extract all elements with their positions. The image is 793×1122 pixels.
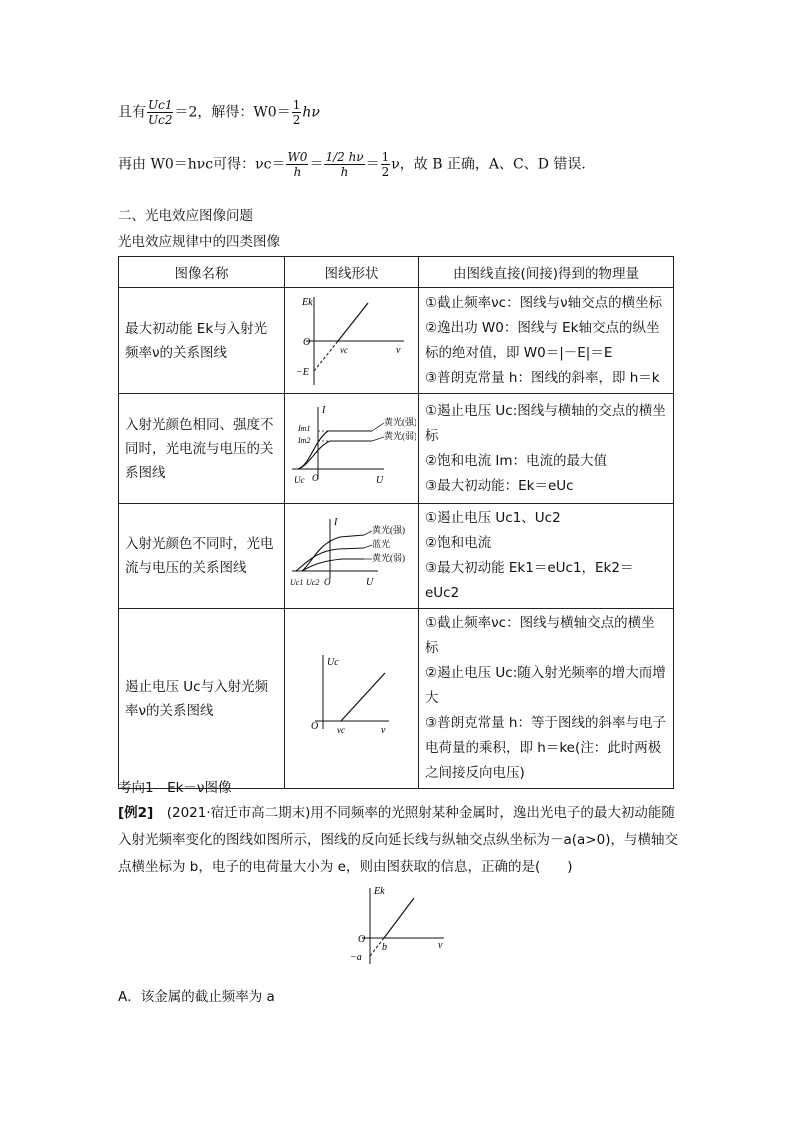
x-intercept-label: νc	[339, 344, 348, 355]
example-text: (2021·宿迁市高二期末)用不同频率的光照射某种金属时，逸出光电子的最大初动能随入射光频率变化的图线如图所示，图线的反向延长线与纵轴交点纵坐标为－a(a>0)，与横轴交点横坐标为 b，电子的电荷量大小为 e，则由图获取的信息，正确的是( )	[118, 805, 678, 875]
uc-v-graph	[297, 647, 407, 747]
origin-label: O	[311, 472, 318, 483]
quantity-item: ①截止频率νc：图线与ν轴交点的横坐标	[425, 294, 663, 311]
uc1-label: Uc1	[289, 578, 303, 587]
fraction-numerator: Uc1	[148, 98, 173, 112]
table-row	[119, 609, 674, 789]
fraction-numerator: 1	[292, 98, 301, 112]
option-a: A．该金属的截止频率为 a	[118, 989, 275, 1005]
i-u-intensity-graph	[288, 399, 416, 495]
row-quantities	[419, 504, 674, 609]
header-shape: 图线形状	[285, 257, 419, 288]
example-paragraph	[118, 800, 678, 881]
axis-label-x: U	[365, 577, 373, 588]
row-name: 入射光颜色不同时，光电流与电压的关系图线	[119, 504, 285, 609]
fraction-w0-h	[286, 150, 308, 179]
curve-label: 黄光(强)	[383, 416, 416, 427]
ek-v-graph	[292, 289, 412, 389]
row-name: 最大初动能 Ek与入射光频率ν的关系图线	[119, 288, 285, 394]
origin-label: O	[310, 720, 318, 732]
curve-label: 黄光(强)	[371, 525, 405, 535]
fraction-half	[292, 98, 302, 127]
row-quantities	[419, 394, 674, 504]
intro-line-2	[118, 150, 595, 179]
quantity-item: ③最大初动能 Ek1＝eUc1，Ek2＝eUc2	[425, 560, 634, 601]
axis-label-x: ν	[438, 940, 443, 951]
curve-label: 蓝光	[371, 539, 390, 549]
origin-label: O	[302, 336, 310, 348]
quantity-item: ①遏止电压 Uc1、Uc2	[425, 510, 561, 526]
curve-label: 黄光(弱)	[383, 430, 416, 441]
quantity-item: ③普朗克常量 h：图线的斜率，即 h＝k	[425, 369, 660, 386]
quantity-item: ②饱和电流 Im：电流的最大值	[425, 452, 608, 469]
axis-label-y: I	[333, 517, 337, 528]
axis-label-y: Ek	[301, 296, 313, 308]
im1-label: Im1	[297, 423, 310, 433]
i-u-color-graph	[288, 515, 416, 593]
table-header-row	[119, 257, 674, 288]
fraction-denominator: 2	[292, 113, 301, 127]
table-row	[119, 288, 674, 394]
quantity-item: ③最大初动能：Ek＝eUc	[425, 477, 574, 494]
x-intercept-label: Uc	[293, 474, 304, 485]
x-intercept-label: νc	[336, 724, 345, 735]
y-intercept-label: −E	[295, 366, 309, 378]
example-ek-v-graph	[348, 882, 452, 968]
intro-mid: ＝2，解得：W0＝	[174, 104, 291, 121]
table-subtitle: 光电效应规律中的四类图像	[118, 234, 280, 250]
intro2-prefix: 再由 W0＝hνc可得：νc＝	[118, 156, 286, 173]
equals-sign: ＝	[365, 156, 380, 173]
curve-label: 黄光(弱)	[371, 553, 405, 563]
row-graph	[285, 504, 419, 609]
kaoxiang-heading: 考向1 Ek－ν图像	[118, 780, 232, 796]
im2-label: Im2	[297, 435, 310, 445]
section-title: 二、光电效应图像问题	[118, 208, 253, 224]
intro-tail: hν	[302, 104, 320, 121]
fraction-uc	[147, 98, 173, 127]
quantity-item: ②遏止电压 Uc:随入射光频率的增大而增大	[425, 665, 666, 706]
fraction-numerator: W0	[287, 150, 308, 164]
header-quantity: 由图线直接(间接)得到的物理量	[419, 257, 674, 288]
fraction-half-hv-h	[324, 150, 364, 179]
fraction-denominator: h	[340, 165, 349, 179]
row-name: 入射光颜色相同、强度不同时，光电流与电压的关系图线	[119, 394, 285, 504]
row-graph	[285, 609, 419, 789]
equals-sign: ＝	[309, 156, 324, 173]
y-intercept-label: −a	[350, 952, 362, 963]
axis-label-x: ν	[395, 344, 400, 356]
axis-label-x: ν	[380, 724, 385, 736]
axis-label-y: Ek	[374, 886, 385, 897]
intro-prefix: 且有	[118, 104, 146, 121]
quantity-item: ②逸出功 W0：图线与 Ek轴交点的纵坐标的绝对值，即 W0＝|－E|＝E	[425, 319, 660, 361]
axis-label-y: I	[321, 404, 325, 416]
table-row	[119, 394, 674, 504]
row-graph	[285, 394, 419, 504]
fraction-numerator: 1	[381, 150, 390, 164]
axis-label-y: Uc	[326, 656, 339, 668]
fraction-half	[381, 150, 391, 179]
row-quantities	[419, 609, 674, 789]
uc2-label: Uc2	[305, 578, 319, 587]
quantity-item: ①遏止电压 Uc:图线与横轴的交点的横坐标	[425, 402, 666, 444]
example-tag: [例2]	[118, 805, 154, 821]
x-intercept-label: b	[382, 942, 387, 953]
graph-types-table	[118, 256, 674, 789]
quantity-item: ①截止频率νc：图线与横轴交点的横坐标	[425, 615, 655, 656]
row-quantities	[419, 288, 674, 394]
fraction-denominator: 2	[381, 165, 390, 179]
row-graph	[285, 288, 419, 394]
header-name: 图像名称	[119, 257, 285, 288]
fraction-numerator: 1/2 hν	[325, 150, 364, 164]
origin-label: O	[358, 934, 366, 945]
table-row	[119, 504, 674, 609]
intro-line-1	[118, 98, 320, 127]
row-name: 遏止电压 Uc与入射光频率ν的关系图线	[119, 609, 285, 789]
fraction-denominator: h	[293, 165, 302, 179]
quantity-item: ③普朗克常量 h：等于图线的斜率与电子电荷量的乘积，即 h＝ke(注：此时两极之间接反向电压)	[425, 715, 666, 781]
intro2-tail: ν，故 B 正确，A、C、D 错误．	[391, 156, 596, 173]
fraction-denominator: Uc2	[148, 113, 173, 127]
origin-label: O	[323, 577, 330, 587]
axis-label-x: U	[375, 474, 383, 486]
quantity-item: ②饱和电流	[425, 535, 492, 551]
